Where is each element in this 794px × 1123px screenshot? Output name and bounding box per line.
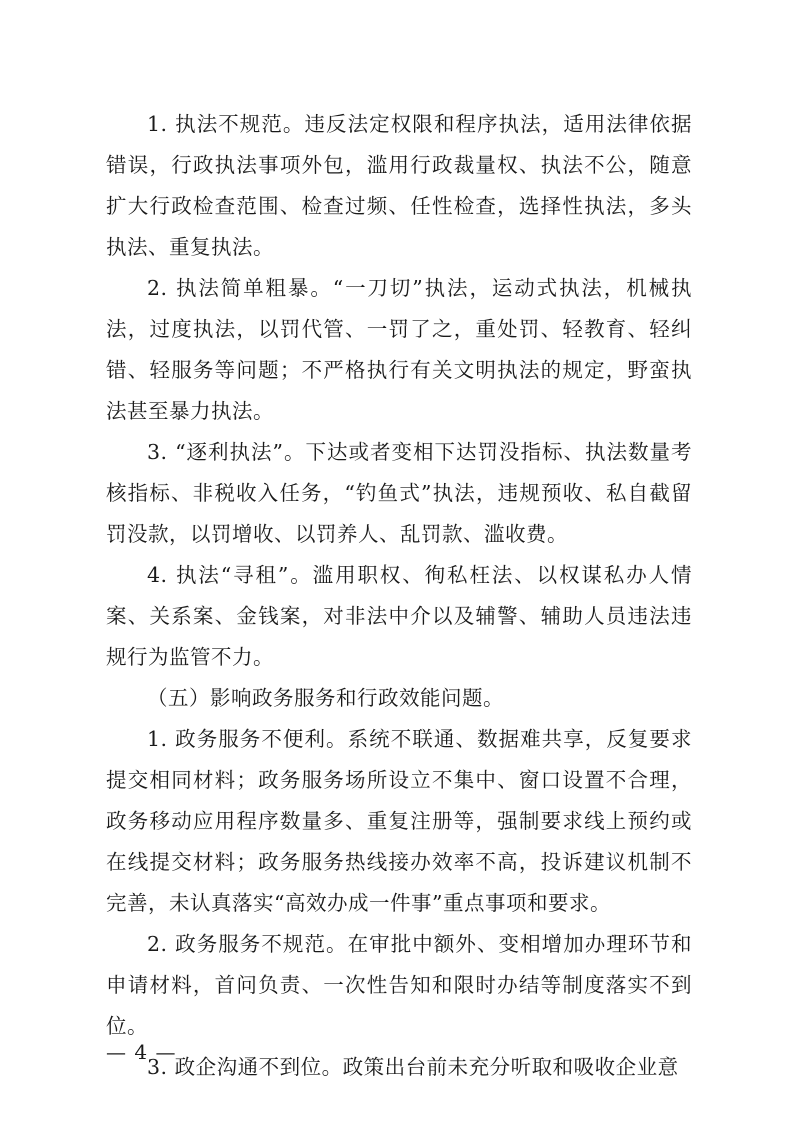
document-body	[106, 104, 692, 1088]
paragraph-6: 2. 政务服务不规范。在审批中额外、变相增加办理环节和申请材料，首问负责、一次性告知和限时办结等制度落实不到位。	[106, 932, 692, 1038]
paragraph-3: 3. “逐利执法”。下达或者变相下达罚没指标、执法数量考核指标、非税收入任务，“钓鱼式”执法，违规预收、私自截留罚没款，以罚增收、以罚养人、乱罚款、滥收费。	[106, 440, 692, 546]
paragraph-1: 1. 执法不规范。违反法定权限和程序执法，适用法律依据错误，行政执法事项外包，滥用行政裁量权、执法不公，随意扩大行政检查范围、检查过频、任性检查，选择性执法，多头执法、重复执法。	[106, 112, 692, 259]
paragraph-5: 1. 政务服务不便利。系统不联通、数据难共享，反复要求提交相同材料；政务服务场所设立不集中、窗口设置不合理，政务移动应用程序数量多、重复注册等，强制要求线上预约或在线提交材料；政务服务热线接办效率不高，投诉建议机制不完善，未认真落实“高效办成一件事”重点事项和要求。	[106, 727, 692, 915]
section-heading: （五）影响政务服务和行政效能问题。	[147, 686, 504, 710]
paragraph-4: 4. 执法“寻租”。滥用职权、徇私枉法、以权谋私办人情案、关系案、金钱案，对非法中介以及辅警、辅助人员违法违规行为监管不力。	[106, 563, 692, 669]
paragraph-7: 3. 政企沟通不到位。政策出台前未充分听取和吸收企业意	[147, 1055, 679, 1079]
page-number: — 4 —	[106, 1040, 177, 1064]
paragraph-2: 2. 执法简单粗暴。“一刀切”执法，运动式执法，机械执法，过度执法，以罚代管、一罚了之，重处罚、轻教育、轻纠错、轻服务等问题；不严格执行有关文明执法的规定，野蛮执法甚至暴力执法。	[106, 276, 692, 423]
